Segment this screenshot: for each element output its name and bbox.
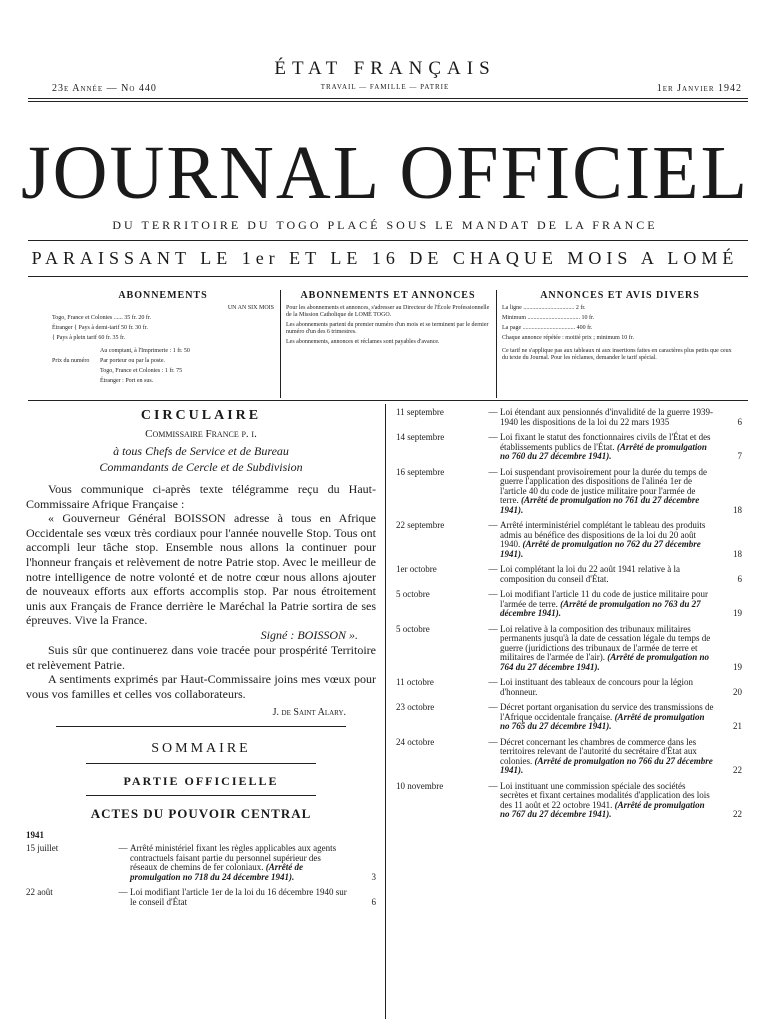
entry-reference: (Arrêté de promulgation no 766 du 27 décembre 1941). <box>500 755 713 775</box>
entry-text: Décret portant organisation du service des transmissions de l'Afrique occidentale française. (Arrêté de promulgation no 765 du 27 décembre 1941). <box>500 702 714 731</box>
journal-subtitle: DU TERRITOIRE DU TOGO PLACÉ SOUS LE MANDAT DE LA FRANCE <box>112 218 658 232</box>
entry-date: 10 novembre <box>396 780 444 791</box>
entry-dash: — <box>488 677 498 687</box>
divider <box>28 240 748 241</box>
entry-page: 3 <box>371 871 376 882</box>
journal-title: JOURNAL OFFICIEL <box>21 131 749 215</box>
actes-heading: ACTES DU POUVOIR CENTRAL <box>90 806 312 822</box>
entry-dash: — <box>488 564 498 574</box>
sommaire-heading: SOMMAIRE <box>151 741 251 757</box>
entry-text: Loi modifiant l'article 11 du code de justice militaire pour l'armée de terre. (Arrêté de promulgation no 763 du 27 décembre 1941). <box>500 589 708 618</box>
entry-page: 6 <box>371 896 376 907</box>
divider <box>28 400 748 401</box>
circulaire-from: Commissaire France p. i. <box>145 428 257 440</box>
entry-text: Loi instituant des tableaux de concours pour la légion d'honneur. <box>500 677 693 697</box>
entry-date: 24 octobre <box>396 736 435 747</box>
entry-dash: — <box>118 843 128 854</box>
sommaire-entry <box>396 433 742 462</box>
right-column <box>396 408 742 826</box>
box-line: Togo, France et Colonies ...... 35 fr. 20 fr. <box>52 315 152 321</box>
entry-text: Loi modifiant l'article 1er de la loi du 16 décembre 1940 sur le conseil d'État <box>130 887 347 907</box>
entry-date: 14 septembre <box>396 432 445 442</box>
sommaire-entry <box>396 738 742 776</box>
entry-date: 22 août <box>26 887 53 898</box>
divider <box>28 276 748 277</box>
issue-number: 23e Année — No 440 <box>52 83 157 94</box>
entry-reference: (Arrêté de promulgation no 761 du 27 décembre 1941). <box>500 495 700 515</box>
box-line: Les abonnements partent du premier numéro d'un mois et se terminent par le dernier numéro d'un des 6 trimestres. <box>286 322 489 335</box>
sommaire-entry <box>396 521 742 559</box>
sommaire-entry <box>396 625 742 673</box>
sommaire-left-list <box>26 844 376 907</box>
entry-date: 11 septembre <box>396 407 444 417</box>
box-title: ABONNEMENTS <box>118 290 208 301</box>
entry-date: 11 octobre <box>396 677 434 687</box>
sommaire-entry <box>396 408 742 427</box>
issue-date: 1er Janvier 1942 <box>656 83 742 94</box>
box-title: ABONNEMENTS ET ANNONCES <box>300 290 476 301</box>
divider <box>56 726 346 727</box>
entry-text: Décret concernant les chambres de commerce dans les territoires relevant de l'autorité du secrétaire d'État aux colonies. (Arrêté de promulgation no 766 du 27 décembre 1941). <box>500 736 713 775</box>
state-header: ÉTAT FRANÇAIS <box>274 58 496 79</box>
entry-date: 5 octobre <box>396 623 430 634</box>
entry-text: Loi relative à la composition des tribunaux militaires permanents jusqu'à la date de cessation légale du temps de guerre (juridictions des tribunaux de l'armée de terre et militaires de l'armée de l'air). (Arrêté de promulgation no 764 du 27 décembre 1941). <box>500 623 711 672</box>
entry-page: 18 <box>733 504 742 515</box>
box-line: Les abonnements, annonces et réclames sont payables d'avance. <box>286 339 440 345</box>
entry-dash: — <box>488 407 498 417</box>
entry-page: 19 <box>733 661 742 672</box>
box-label: Prix du numéro <box>52 358 90 364</box>
entry-dash: — <box>488 589 498 599</box>
circulaire-signature: Signé : BOISSON ». <box>260 627 358 642</box>
sommaire-year: 1941 <box>26 830 44 841</box>
box-line: Chaque annonce répétée : moitié prix ; minimum 10 fr. <box>502 335 634 341</box>
entry-reference: (Arrêté de promulgation no 767 du 27 décembre 1941). <box>500 799 705 819</box>
circulaire-heading: CIRCULAIRE <box>140 408 262 423</box>
entry-reference: (Arrêté de promulgation no 718 du 24 décembre 1941). <box>130 862 303 882</box>
entry-page: 6 <box>737 416 742 427</box>
entry-page: 18 <box>733 548 742 559</box>
circulaire-paragraph: Suis sûr que continuerez dans voie tracée pour prospérité Territoire et relèvement Patrie. <box>26 642 376 672</box>
entry-dash: — <box>488 780 498 791</box>
circulaire-to: à tous Chefs de Service et de Bureau <box>113 444 289 458</box>
entry-page: 22 <box>733 809 742 819</box>
divider <box>86 763 316 764</box>
entry-text: Loi étendant aux pensionnés d'invalidité de la guerre 1939-1940 les dispositions de la loi du 22 mars 1935 <box>500 407 714 427</box>
entry-reference: (Arrêté de promulgation no 760 du 27 décembre 1941). <box>500 441 707 461</box>
entry-dash: — <box>488 702 498 712</box>
entry-text: Loi fixant le statut des fonctionnaires civils de l'État et des établissements publics de l'État. (Arrêté de promulgation no 760 du 27 décembre 1941). <box>500 432 711 461</box>
entry-date: 22 septembre <box>396 520 445 530</box>
box-line: Étranger { Pays à demi-tarif 50 fr. 30 fr. <box>52 325 148 331</box>
box-line: La ligne .................................. 2 fr. <box>502 305 586 311</box>
entry-reference: (Arrêté de promulgation no 763 du 27 décembre 1941). <box>500 598 701 618</box>
left-column <box>26 408 376 913</box>
box-divider <box>496 290 497 398</box>
entry-text: Loi instituant une commission spéciale des sociétés secrètes et fixant certaines modalités d'application des lois des 11 août et 22 octobre 1941. (Arrêté de promulgation no 767 du 27 décembre 1941). <box>500 780 710 819</box>
box-note: Ce tarif ne s'applique pas aux tableaux ni aux insertions faites en caractères plus petits que ceux du texte du Journal. Pour les réclames, demander le tarif spécial. <box>502 348 732 361</box>
entry-date: 16 septembre <box>396 466 445 477</box>
box-line: Au comptant, à l'Imprimerie : 1 fr. 50 <box>100 348 190 354</box>
entry-dash: — <box>488 520 498 530</box>
box-divider <box>280 290 281 398</box>
sommaire-entry <box>396 703 742 732</box>
entry-page: 22 <box>733 765 742 775</box>
entry-text: Arrêté interministériel complétant le tableau des produits admis au bénéfice des dispositions de la loi du 20 août 1940. (Arrêté de promulgation no 762 du 27 décembre 1941). <box>500 520 706 559</box>
entry-dash: — <box>488 432 498 442</box>
entry-reference: (Arrêté de promulgation no 764 du 27 décembre 1941). <box>500 652 709 672</box>
entry-text: Loi suspendant provisoirement pour la durée du temps de guerre l'application des dispositions de l'alinéa 1er de l'article 40 du code de justice militaire pour l'armée de terre. (Arrêté de promulgation no 761 du 27 décembre 1941). <box>500 466 707 515</box>
entry-reference: (Arrêté de promulgation no 765 du 27 décembre 1941). <box>500 711 705 731</box>
entry-reference: (Arrêté de promulgation no 762 du 27 décembre 1941). <box>500 539 701 559</box>
box-line: { Pays à plein tarif 60 fr. 35 fr. <box>52 335 126 341</box>
box-line: Étranger : Port en sus. <box>100 378 154 384</box>
circulaire-to: Commandants de Cercle et de Subdivision <box>99 460 303 474</box>
entry-text: Loi complétant la loi du 22 août 1941 relative à la composition du conseil d'État. <box>500 564 680 584</box>
circulaire-author: J. de Saint Alary. <box>272 707 346 719</box>
entry-date: 5 octobre <box>396 589 430 599</box>
entry-date: 23 octobre <box>396 702 435 712</box>
sommaire-entry <box>26 888 376 907</box>
entry-page: 7 <box>737 451 742 461</box>
entry-date: 15 juillet <box>26 843 59 854</box>
entry-dash: — <box>488 623 498 634</box>
entry-page: 20 <box>733 686 742 697</box>
entry-text: Arrêté ministériel fixant les règles applicables aux agents contractuels faisant partie du personnel supérieur des réseaux de chemins de fer coloniaux. (Arrêté de promulgation no 718 du 24 décembre 1941). <box>130 843 337 882</box>
box-abonnements <box>52 292 274 388</box>
entry-dash: — <box>488 466 498 477</box>
divider <box>28 101 748 102</box>
sommaire-entry <box>396 678 742 697</box>
publication-frequency: PARAISSANT LE 1er ET LE 16 DE CHAQUE MOIS A LOMÉ <box>31 248 739 268</box>
sommaire-entry <box>26 844 376 882</box>
box-annonces <box>286 292 490 349</box>
box-header: UN AN SIX MOIS <box>227 305 274 311</box>
divider <box>86 795 316 796</box>
sommaire-entry <box>396 782 742 820</box>
circulaire-paragraph: A sentiments exprimés par Haut-Commissaire joins mes vœux pour vous vos familles et celles vos collaborateurs. <box>26 672 376 701</box>
box-line: Par porteur ou par la poste. <box>100 358 165 364</box>
entry-page: 19 <box>733 608 742 618</box>
sommaire-entry <box>396 565 742 584</box>
box-title: ANNONCES ET AVIS DIVERS <box>540 290 700 301</box>
column-divider <box>385 404 386 1019</box>
entry-page: 21 <box>733 721 742 731</box>
box-avis <box>502 292 738 365</box>
entry-dash: — <box>118 887 128 898</box>
entry-page: 6 <box>737 573 742 584</box>
circulaire-paragraph: « Gouverneur Général BOISSON adresse à tous en Afrique Occidentale ses vœux très cordiaux pour l'année nouvelle Stop. Tous ont accompli leur tâche stop. Ensemble nous allons la continuer pour l'honneur français et relèvement de notre Patrie stop. Avec le meilleur de notre intelligence de notre volonté et de notre cœur nous allons ajouter de nouveaux efforts aux efforts accomplis stop. Par nous étroitement unis aux Français de France derrière le Maréchal la Patrie sortira de ses épreuves. Vive la France. <box>26 511 376 628</box>
entry-date: 1er octobre <box>396 564 437 574</box>
motto: TRAVAIL — FAMILLE — PATRIE <box>320 83 450 91</box>
circulaire-paragraph: Vous communique ci-après texte télégramme reçu du Haut-Commissaire Afrique Française : <box>26 482 376 511</box>
sommaire-entry <box>396 468 742 516</box>
sommaire-entry <box>396 590 742 619</box>
partie-heading: PARTIE OFFICIELLE <box>123 774 279 789</box>
box-line: Pour les abonnements et annonces, s'adresser au Directeur de l'École Professionnelle de la Mission Catholique de LOMÉ TOGO. <box>286 305 490 318</box>
entry-dash: — <box>488 736 498 747</box>
divider <box>28 98 748 99</box>
box-line: La page ................................... 400 fr. <box>502 325 593 331</box>
box-line: Minimum ................................... 10 fr. <box>502 315 595 321</box>
box-line: Togo, France et Colonies : 1 fr. 75 <box>100 368 183 374</box>
sommaire-right-list <box>396 408 742 820</box>
